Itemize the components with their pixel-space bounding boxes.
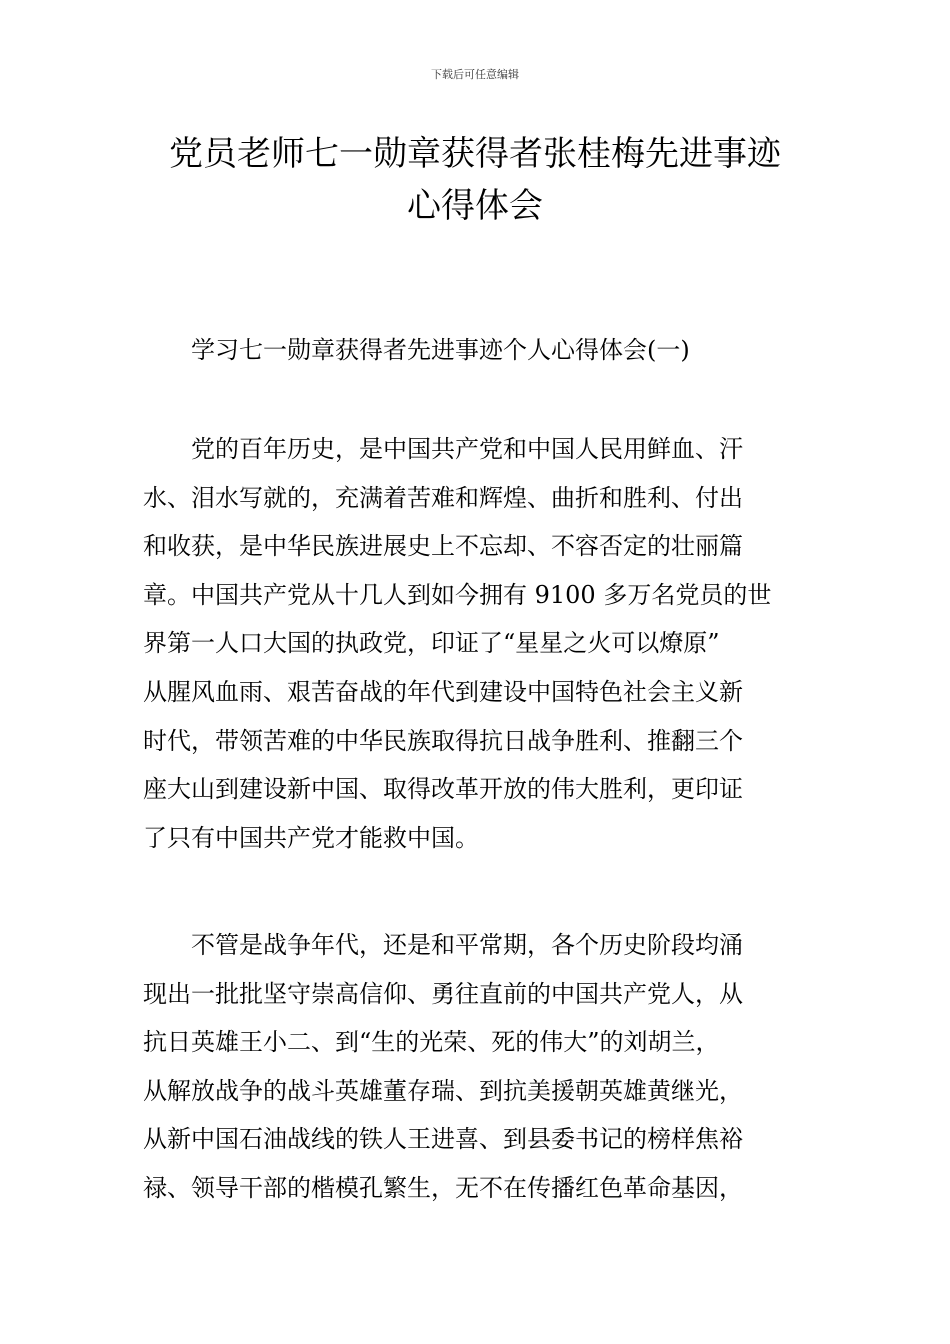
paragraph-line: 从解放战争的战斗英雄董存瑞、到抗美援朝英雄黄继光， — [143, 1076, 743, 1105]
section-subtitle: 学习七一勋章获得者先进事迹个人心得体会(一) — [191, 336, 690, 364]
title-line-1: 党员老师七一勋章获得者张桂梅先进事迹 — [169, 134, 781, 174]
paragraph-line: 从新中国石油战线的铁人王进喜、到县委书记的榜样焦裕 — [143, 1125, 743, 1154]
paragraph-line: 禄、领导干部的楷模孔繁生，无不在传播红色革命基因， — [143, 1173, 743, 1202]
paragraph-line: 和收获，是中华民族进展史上不忘却、不容否定的壮丽篇 — [143, 532, 743, 561]
paragraph-line: 党的百年历史，是中国共产党和中国人民用鲜血、汗 — [191, 435, 743, 463]
paragraph-2 — [143, 921, 809, 1213]
paragraph-line: 现出一批批坚守崇高信仰、勇往直前的中国共产党人，从 — [143, 979, 743, 1008]
paragraph-1 — [143, 425, 809, 862]
paragraph-line: 不管是战争年代，还是和平常期，各个历史阶段均涌 — [191, 931, 743, 959]
paragraph-line: 界第一人口大国的执政党，印证了“星星之火可以燎原” — [143, 629, 720, 658]
header-note: 下载后可任意编辑 — [431, 68, 519, 81]
paragraph-line: 座大山到建设新中国、取得改革开放的伟大胜利，更印证 — [143, 775, 743, 804]
title-line-2: 心得体会 — [407, 186, 543, 226]
paragraph-line: 从腥风血雨、艰苦奋战的年代到建设中国特色社会主义新 — [143, 677, 743, 706]
paragraph-line: 了只有中国共产党才能救中国。 — [143, 823, 479, 852]
paragraph-line: 水、泪水写就的，充满着苦难和辉煌、曲折和胜利、付出 — [143, 483, 743, 512]
paragraph-line: 章。中国共产党从十几人到如今拥有 9100 多万名党员的世 — [143, 580, 772, 609]
document-title — [140, 128, 810, 232]
paragraph-line: 抗日英雄王小二、到“生的光荣、死的伟大”的刘胡兰， — [143, 1028, 720, 1057]
paragraph-line: 时代，带领苦难的中华民族取得抗日战争胜利、推翻三个 — [143, 726, 743, 755]
